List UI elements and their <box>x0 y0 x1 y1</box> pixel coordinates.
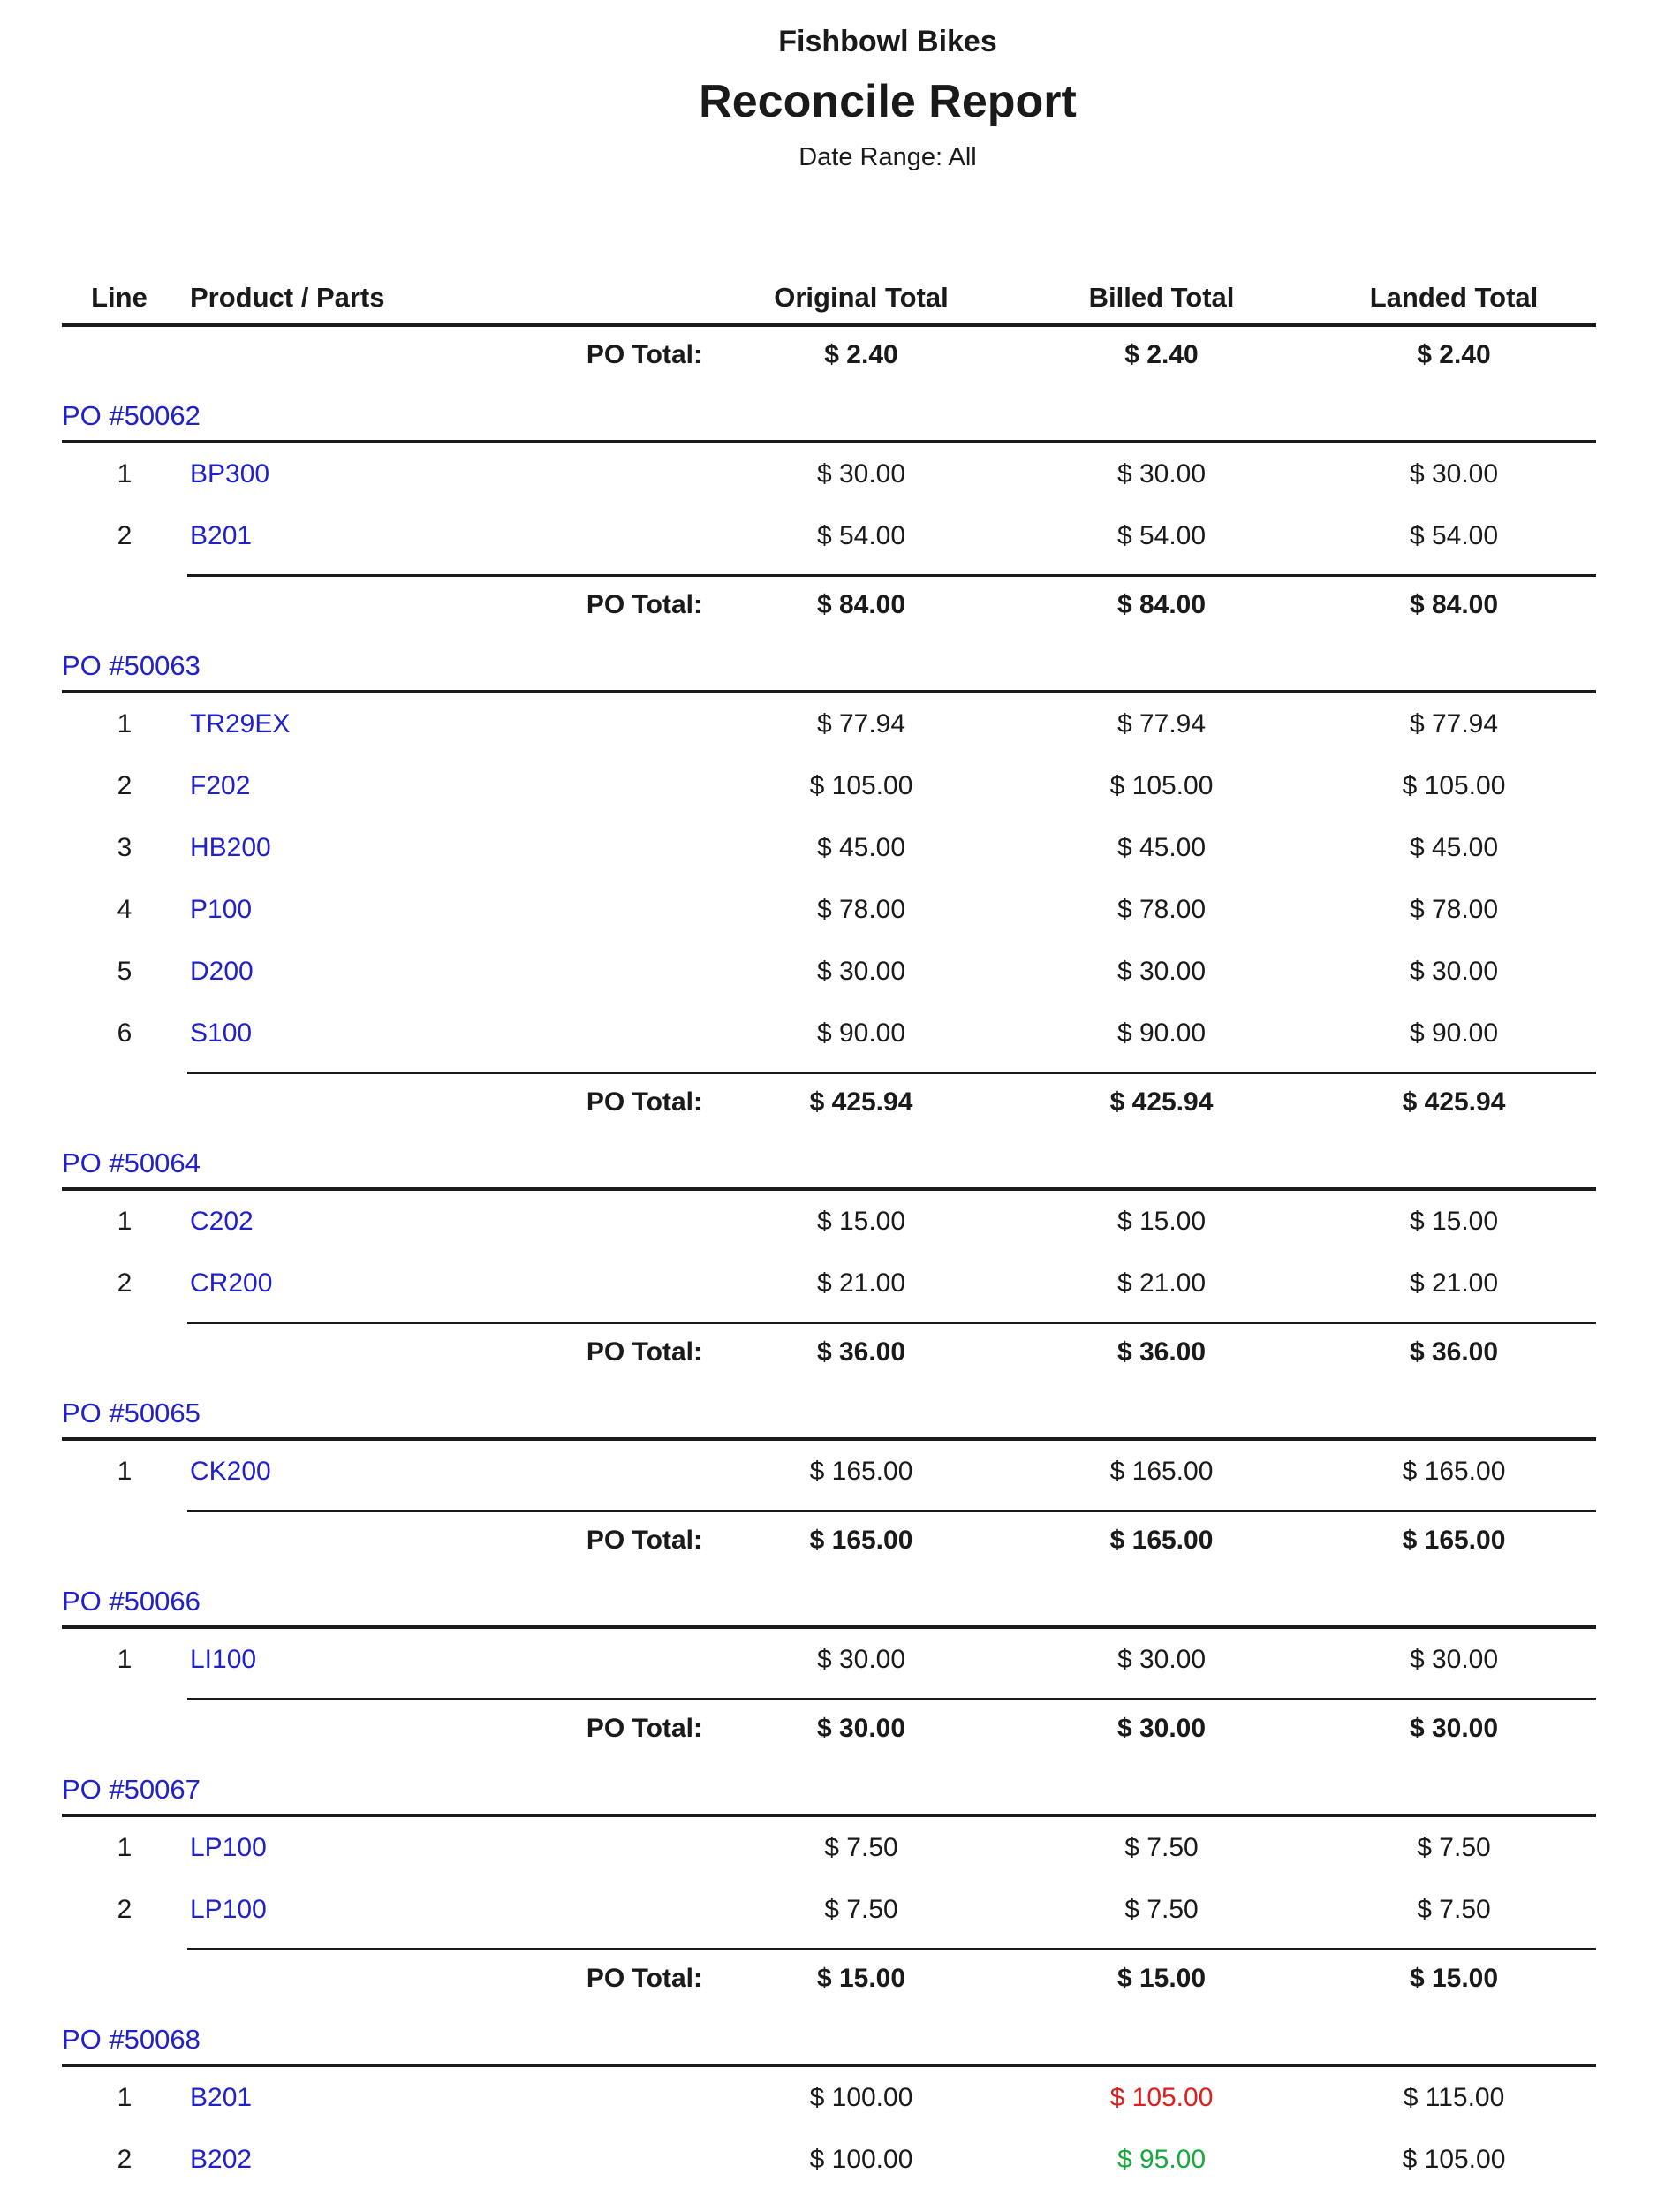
billed-total-cell: $ 165.00 <box>1109 1457 1214 1486</box>
po-line-row <box>62 443 1596 505</box>
line-number: 1 <box>117 1457 132 1486</box>
column-header-line: Line <box>91 282 148 313</box>
column-header-billed: Billed Total <box>1088 282 1235 313</box>
po-total-original: $ 425.94 <box>809 1087 913 1117</box>
landed-total-cell: $ 30.00 <box>1409 1645 1499 1674</box>
po-number-link[interactable]: PO #50066 <box>62 1585 201 1617</box>
po-heading <box>62 1568 1596 1625</box>
billed-total-cell: $ 45.00 <box>1116 833 1207 862</box>
product-link[interactable]: LP100 <box>190 1833 267 1862</box>
po-line-row <box>62 1629 1596 1691</box>
original-total-cell: $ 90.00 <box>816 1019 906 1048</box>
po-total-landed: $ 36.00 <box>1409 1337 1499 1367</box>
po-total-label: PO Total: <box>586 1087 702 1117</box>
billed-total-cell: $ 21.00 <box>1116 1269 1207 1298</box>
landed-total-cell: $ 90.00 <box>1409 1019 1499 1048</box>
line-number: 3 <box>117 833 132 862</box>
po-number-link[interactable]: PO #50064 <box>62 1147 201 1178</box>
po-total-original: $ 84.00 <box>816 589 906 619</box>
billed-total-cell: $ 105.00 <box>1109 771 1214 800</box>
landed-total-cell: $ 7.50 <box>1417 1895 1491 1924</box>
landed-total-cell: $ 105.00 <box>1402 2145 1506 2174</box>
landed-total-cell: $ 30.00 <box>1409 957 1499 986</box>
column-header-original: Original Total <box>774 282 949 313</box>
po-total-landed: $ 425.94 <box>1402 1087 1506 1117</box>
landed-total-cell: $ 165.00 <box>1402 1457 1506 1486</box>
billed-total-cell: $ 90.00 <box>1116 1019 1207 1048</box>
po-total-original: $ 30.00 <box>816 1713 906 1743</box>
reconcile-table <box>62 272 1596 2189</box>
original-total-cell: $ 30.00 <box>816 1645 906 1674</box>
line-number: 1 <box>117 2083 132 2112</box>
date-range: Date Range: All <box>798 143 977 171</box>
product-link[interactable]: TR29EX <box>190 709 291 739</box>
line-number: 1 <box>117 1833 132 1862</box>
report-header <box>48 0 1680 173</box>
landed-total-cell: $ 15.00 <box>1409 1207 1499 1236</box>
original-total-cell: $ 100.00 <box>809 2145 913 2174</box>
po-line-row <box>62 2067 1596 2129</box>
product-link[interactable]: CK200 <box>190 1457 271 1486</box>
billed-total-cell: $ 30.00 <box>1116 459 1207 489</box>
billed-total-cell: $ 7.50 <box>1124 1833 1199 1862</box>
company-name: Fishbowl Bikes <box>778 25 997 58</box>
billed-total-cell: $ 7.50 <box>1124 1895 1199 1924</box>
po-total-label: PO Total: <box>586 1337 702 1367</box>
po-number-link[interactable]: PO #50062 <box>62 399 201 431</box>
product-link[interactable]: D200 <box>190 957 254 986</box>
po-heading <box>62 1756 1596 1814</box>
product-link[interactable]: B202 <box>190 2145 253 2174</box>
landed-total-cell: $ 78.00 <box>1409 895 1499 924</box>
landed-total-cell: $ 115.00 <box>1403 2083 1505 2112</box>
po-total-original: $ 2.40 <box>824 339 898 369</box>
original-total-cell: $ 100.00 <box>809 2083 913 2112</box>
po-total-billed: $ 36.00 <box>1116 1337 1207 1367</box>
po-line-row <box>62 1441 1596 1503</box>
po-total-billed: $ 84.00 <box>1116 589 1207 619</box>
po-total-label: PO Total: <box>586 1963 702 1993</box>
table-header-row <box>62 272 1596 323</box>
product-link[interactable]: HB200 <box>190 833 271 862</box>
line-number: 2 <box>117 521 132 550</box>
po-total-original: $ 36.00 <box>816 1337 906 1367</box>
original-total-cell: $ 30.00 <box>816 957 906 986</box>
original-total-cell: $ 15.00 <box>816 1207 906 1236</box>
po-line-row <box>62 1817 1596 1879</box>
landed-total-cell: $ 45.00 <box>1409 833 1499 862</box>
po-total-row <box>62 1950 1596 2006</box>
product-link[interactable]: B201 <box>190 2083 253 2112</box>
po-line-row <box>62 1879 1596 1941</box>
billed-total-cell: $ 15.00 <box>1116 1207 1207 1236</box>
column-header-landed: Landed Total <box>1369 282 1539 313</box>
original-total-cell: $ 21.00 <box>816 1269 906 1298</box>
original-total-cell: $ 77.94 <box>816 709 906 739</box>
line-number: 2 <box>117 1895 132 1924</box>
billed-total-cell: $ 77.94 <box>1116 709 1207 739</box>
po-heading <box>62 383 1596 440</box>
po-total-label: PO Total: <box>586 1525 702 1555</box>
line-number: 1 <box>117 709 132 739</box>
billed-total-cell: $ 30.00 <box>1116 957 1207 986</box>
product-link[interactable]: P100 <box>190 895 253 924</box>
po-total-landed: $ 84.00 <box>1409 589 1499 619</box>
po-total-billed: $ 425.94 <box>1109 1087 1214 1117</box>
product-link[interactable]: CR200 <box>190 1269 273 1298</box>
product-link[interactable]: B201 <box>190 521 253 550</box>
po-total-original: $ 165.00 <box>809 1525 913 1555</box>
po-line-row <box>62 817 1596 879</box>
original-total-cell: $ 105.00 <box>809 771 913 800</box>
product-link[interactable]: C202 <box>190 1207 254 1236</box>
landed-total-cell: $ 21.00 <box>1409 1269 1499 1298</box>
po-number-link[interactable]: PO #50068 <box>62 2023 201 2055</box>
po-line-row <box>62 2129 1596 2189</box>
po-total-label: PO Total: <box>586 339 702 369</box>
product-link[interactable]: LI100 <box>190 1645 257 1674</box>
po-total-billed: $ 165.00 <box>1109 1525 1214 1555</box>
po-total-label: PO Total: <box>586 589 702 619</box>
po-total-row <box>62 577 1596 632</box>
po-number-link[interactable]: PO #50067 <box>62 1773 201 1805</box>
original-total-cell: $ 78.00 <box>816 895 906 924</box>
line-number: 1 <box>117 459 132 489</box>
billed-total-cell: $ 54.00 <box>1116 521 1207 550</box>
line-number: 1 <box>117 1207 132 1236</box>
po-line-row <box>62 693 1596 755</box>
po-line-row <box>62 505 1596 567</box>
product-link[interactable]: F202 <box>190 771 251 800</box>
billed-total-cell: $ 78.00 <box>1116 895 1207 924</box>
landed-total-cell: $ 77.94 <box>1409 709 1499 739</box>
original-total-cell: $ 165.00 <box>809 1457 913 1486</box>
po-total-label: PO Total: <box>586 1713 702 1743</box>
original-total-cell: $ 7.50 <box>824 1895 898 1924</box>
po-heading <box>62 632 1596 690</box>
line-number: 1 <box>117 1645 132 1674</box>
po-total-row <box>62 1700 1596 1756</box>
po-total-row <box>62 1074 1596 1130</box>
po-line-row <box>62 941 1596 1003</box>
po-number-link[interactable]: PO #50065 <box>62 1397 201 1428</box>
product-link[interactable]: BP300 <box>190 459 270 489</box>
po-total-landed: $ 2.40 <box>1417 339 1491 369</box>
po-heading <box>62 1380 1596 1437</box>
po-total-row <box>62 1324 1596 1380</box>
product-link[interactable]: S100 <box>190 1019 253 1048</box>
po-line-row <box>62 1003 1596 1064</box>
po-total-billed: $ 30.00 <box>1116 1713 1207 1743</box>
po-total-landed: $ 30.00 <box>1409 1713 1499 1743</box>
line-number: 2 <box>117 771 132 800</box>
line-number: 5 <box>117 957 132 986</box>
original-total-cell: $ 45.00 <box>816 833 906 862</box>
product-link[interactable]: LP100 <box>190 1895 267 1924</box>
report-title: Reconcile Report <box>699 76 1077 127</box>
landed-total-cell: $ 30.00 <box>1409 459 1499 489</box>
po-heading <box>62 1130 1596 1187</box>
billed-total-cell: $ 105.00 <box>1109 2083 1214 2112</box>
po-line-row <box>62 1191 1596 1253</box>
billed-total-cell: $ 30.00 <box>1116 1645 1207 1674</box>
po-heading <box>62 2006 1596 2064</box>
line-number: 2 <box>117 1269 132 1298</box>
po-total-billed: $ 2.40 <box>1124 339 1199 369</box>
landed-total-cell: $ 54.00 <box>1409 521 1499 550</box>
po-sections <box>62 327 1596 2189</box>
po-number-link[interactable]: PO #50063 <box>62 649 201 681</box>
po-total-landed: $ 15.00 <box>1409 1963 1499 1993</box>
landed-total-cell: $ 7.50 <box>1417 1833 1491 1862</box>
po-total-landed: $ 165.00 <box>1402 1525 1506 1555</box>
landed-total-cell: $ 105.00 <box>1402 771 1506 800</box>
billed-total-cell: $ 95.00 <box>1116 2145 1207 2174</box>
po-total-row <box>62 327 1596 383</box>
po-line-row <box>62 755 1596 817</box>
column-header-product: Product / Parts <box>190 282 385 313</box>
original-total-cell: $ 30.00 <box>816 459 906 489</box>
po-total-row <box>62 1512 1596 1568</box>
original-total-cell: $ 7.50 <box>824 1833 898 1862</box>
po-total-billed: $ 15.00 <box>1116 1963 1207 1993</box>
po-line-row <box>62 879 1596 941</box>
po-total-original: $ 15.00 <box>816 1963 906 1993</box>
line-number: 4 <box>117 895 132 924</box>
po-line-row <box>62 1253 1596 1314</box>
original-total-cell: $ 54.00 <box>816 521 906 550</box>
line-number: 6 <box>117 1019 132 1048</box>
line-number: 2 <box>117 2145 132 2174</box>
